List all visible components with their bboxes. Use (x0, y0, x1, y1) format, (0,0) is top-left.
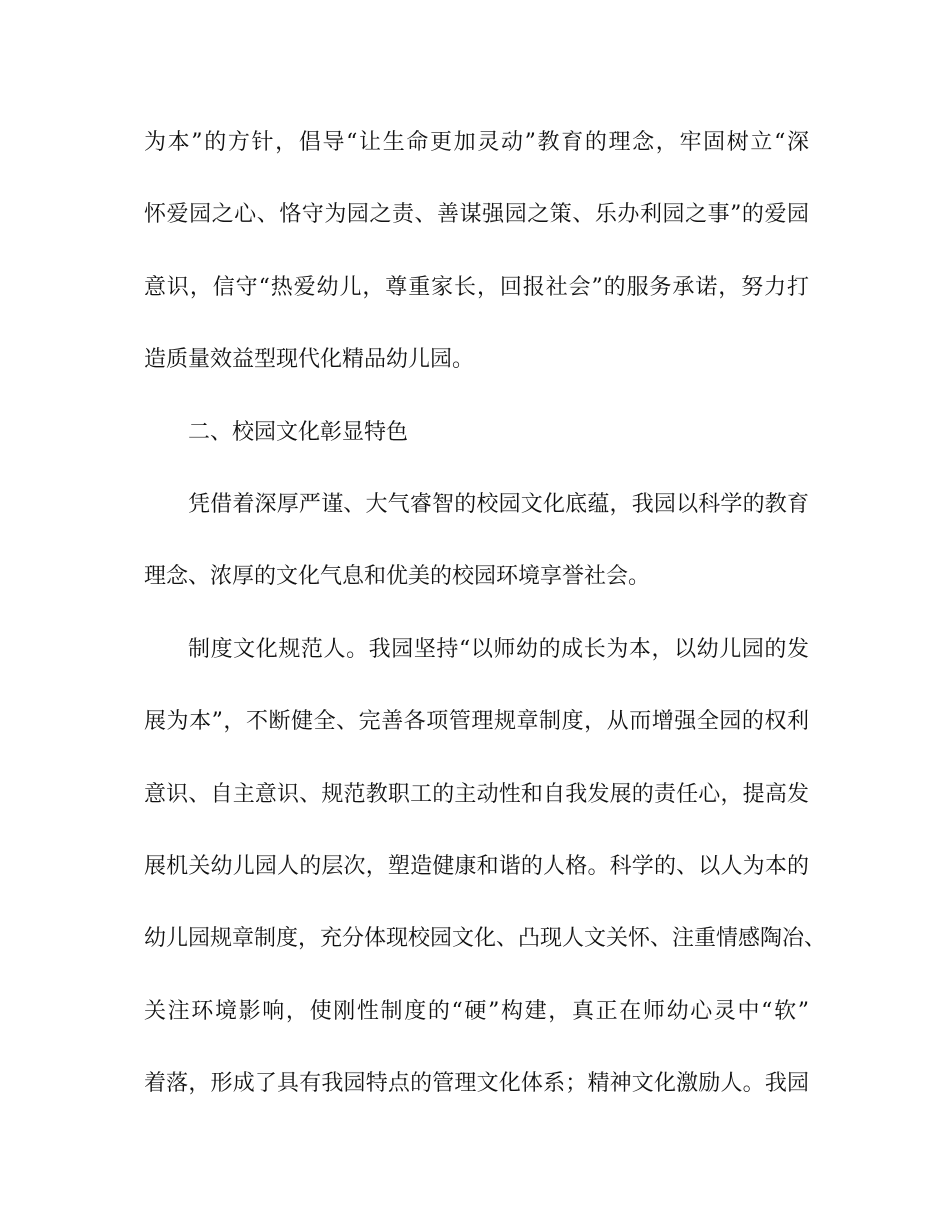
text-line: 怀爱园之心、恪守为园之责、善谋强园之策、乐办利园之事”的爱园 (144, 202, 809, 228)
text-line: 为本”的方针，倡导“让生命更加灵动”教育的理念，牢固树立“深 (144, 130, 809, 155)
text-line: 展机关幼儿园人的层次，塑造健康和谐的人格。科学的、以人为本的 (144, 853, 809, 879)
text-line: 理念、浓厚的文化气息和优美的校园环境享誉社会。 (144, 564, 651, 590)
section-heading: 二、校园文化彰显特色 (188, 419, 409, 445)
text-line: 造质量效益型现代化精品幼儿园。 (144, 347, 475, 373)
text-line: 幼儿园规章制度，充分体现校园文化、凸现人文关怀、注重情感陶冶、 (144, 926, 827, 952)
text-line: 关注环境影响，使刚性制度的“硬”构建，真正在师幼心灵中“软” (144, 998, 809, 1024)
text-line: 制度文化规范人。我园坚持“以师幼的成长为本，以幼儿园的发 (188, 636, 809, 662)
text-line: 意识，信守“热爱幼儿，尊重家长，回报社会”的服务承诺，努力打 (144, 274, 809, 300)
document-body (144, 118, 827, 1131)
text-line: 意识、自主意识、规范教职工的主动性和自我发展的责任心，提高发 (144, 781, 809, 807)
text-line: 凭借着深厚严谨、大气睿智的校园文化底蕴，我园以科学的教育 (188, 491, 809, 517)
text-line: 展为本”，不断健全、完善各项管理规章制度，从而增强全园的权利 (144, 709, 809, 735)
text-line: 着落，形成了具有我园特点的管理文化体系；精神文化激励人。我园 (144, 1071, 809, 1097)
